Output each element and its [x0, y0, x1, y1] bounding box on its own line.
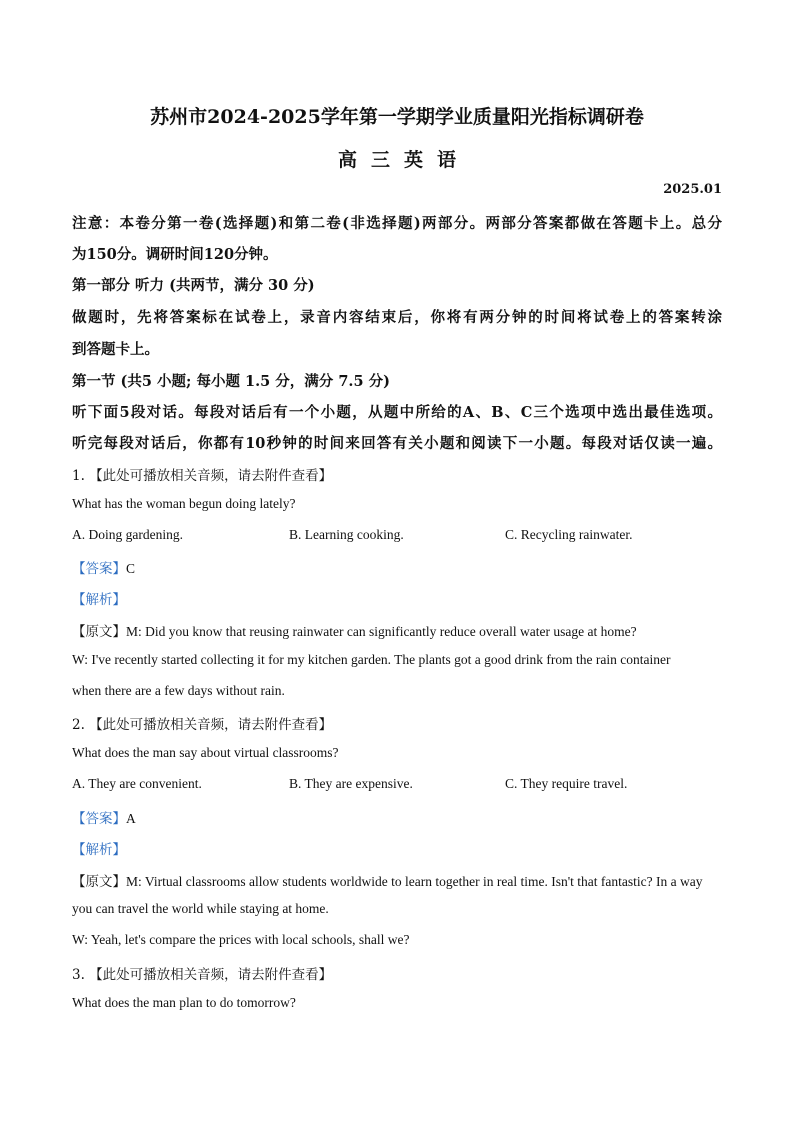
answer-tag: 【答案】 [72, 811, 126, 827]
question-1-text: What has the woman begun doing lately? [72, 496, 296, 511]
q2-original-line-1 [72, 870, 702, 890]
q2-answer [72, 807, 136, 827]
audio-link-q2[interactable]: 2. 【此处可播放相关音频，请去附件查看】 [72, 717, 333, 733]
question-3-text: What does the man plan to do tomorrow? [72, 995, 296, 1010]
analysis-tag: 【解析】 [72, 842, 126, 858]
exam-date: 2025.01 [663, 182, 722, 197]
q1-original-line-2: W: I've recently started collecting it for my kitchen garden. The plants got a good drink from the rain container [72, 652, 671, 667]
q1-answer-value: C [126, 561, 136, 576]
q1-option-a: A. Doing gardening. [72, 527, 183, 542]
exam-title: 苏州市2024-2025学年第一学期学业质量阳光指标调研卷 [150, 106, 644, 128]
q2-original-line-3: W: Yeah, let's compare the prices with local schools, shall we? [72, 932, 410, 947]
q1-analysis [72, 588, 126, 608]
q1-answer [72, 557, 135, 577]
q2-option-b: B. They are expensive. [289, 776, 413, 791]
q1-original-line-3: when there are a few days without rain. [72, 683, 285, 698]
section1-instruction-2: 听完每段对话后，你都有10秒钟的时间来回答有关小题和阅读下一小题。每段对话仅读一遍。 [72, 435, 722, 452]
section1-heading: 第一节 (共5 小题; 每小题 1.5 分，满分 7.5 分) [72, 373, 390, 390]
audio-link-q3[interactable]: 3. 【此处可播放相关音频，请去附件查看】 [72, 967, 333, 983]
q2-original-line-2: you can travel the world while staying at home. [72, 901, 329, 916]
q1-original-line-1 [72, 620, 637, 640]
q2-transcript-1: M: Virtual classrooms allow students worldwide to learn together in real time. Isn't that fantastic? In a way [126, 874, 703, 889]
q1-transcript-1: M: Did you know that reusing rainwater can significantly reduce overall water usage at home? [126, 624, 637, 639]
q1-option-c: C. Recycling rainwater. [505, 527, 633, 542]
original-tag: 【原文】 [72, 624, 126, 640]
exam-subject: 高三英语 [337, 149, 470, 171]
part1-instruction-2: 到答题卡上。 [72, 341, 159, 358]
part1-heading: 第一部分 听力 (共两节，满分 30 分) [72, 277, 315, 294]
question-2-text: What does the man say about virtual classrooms? [72, 745, 339, 760]
q2-analysis [72, 838, 126, 858]
q2-option-c: C. They require travel. [505, 776, 628, 791]
q2-option-a: A. They are convenient. [72, 776, 202, 791]
q2-answer-value: A [126, 811, 136, 826]
part1-instruction-1: 做题时，先将答案标在试卷上，录音内容结束后，你将有两分钟的时间将试卷上的答案转涂 [72, 309, 722, 326]
notes-line-1: 注意：本卷分第一卷(选择题)和第二卷(非选择题)两部分。两部分答案都做在答题卡上。总分 [72, 215, 722, 232]
q1-option-b: B. Learning cooking. [289, 527, 404, 542]
audio-link-q1[interactable]: 1. 【此处可播放相关音频，请去附件查看】 [72, 468, 333, 484]
notes-line-2: 为150分。调研时间120分钟。 [72, 246, 278, 263]
analysis-tag: 【解析】 [72, 592, 126, 608]
section1-instruction-1: 听下面5段对话。每段对话后有一个小题，从题中所给的A、B、C三个选项中选出最佳选项。 [72, 404, 722, 421]
original-tag: 【原文】 [72, 874, 126, 890]
answer-tag: 【答案】 [72, 561, 126, 577]
